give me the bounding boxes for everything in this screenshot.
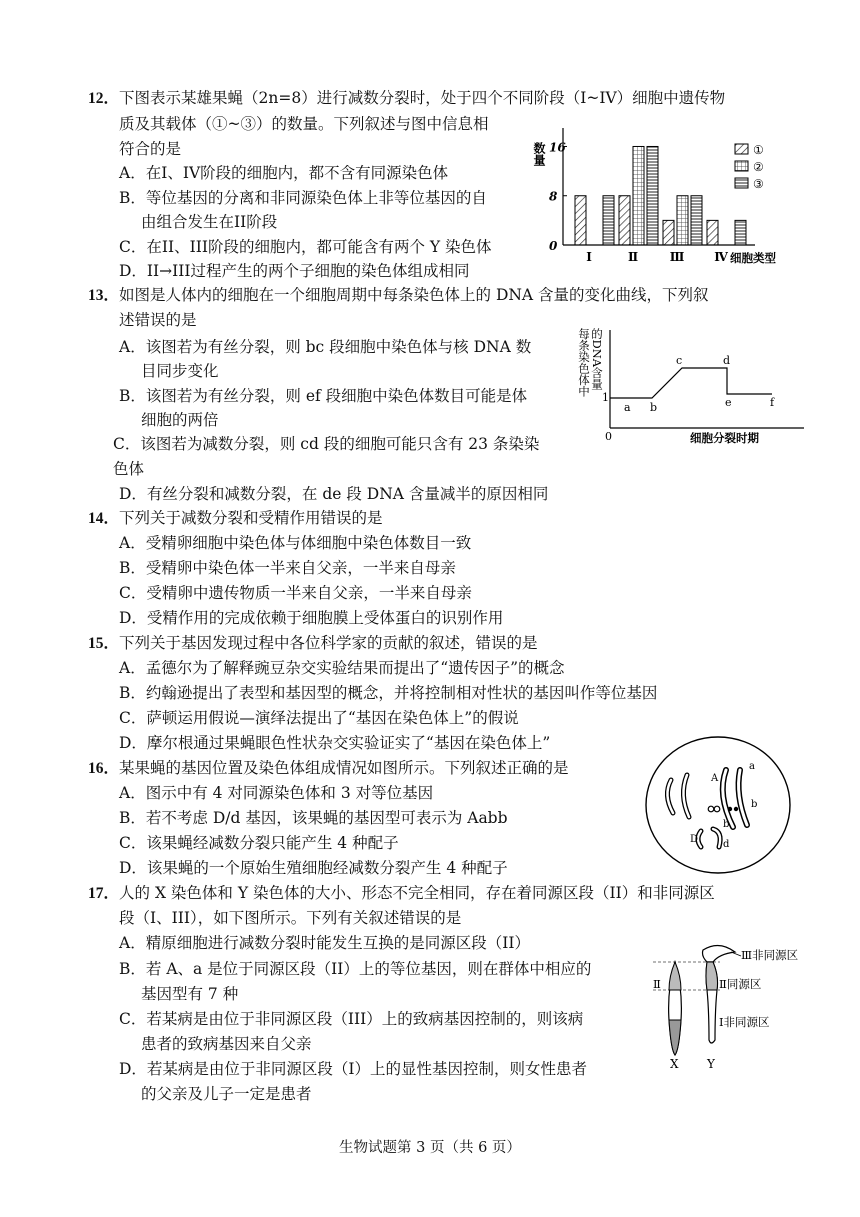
option-c-cont: 色体	[113, 460, 145, 478]
question-stem: 段（I、III），如下图所示。下列有关叙述错误的是	[119, 909, 462, 927]
option-b-cont: 细胞的两倍	[141, 411, 219, 429]
y-tick-label: 0	[549, 239, 558, 253]
option-c-cont: 患者的致病基因来自父亲	[141, 1035, 312, 1053]
region-i-label: Ⅰ非同源区	[719, 1015, 770, 1029]
gene-A: A	[711, 773, 719, 784]
origin-label: 0	[605, 430, 612, 443]
x-tick-label: Ⅰ	[586, 250, 592, 264]
option-d: D．该果蝇的一个原始生殖细胞经减数分裂产生 4 种配子	[119, 859, 508, 877]
option-b: B．若 A、a 是位于同源区段（II）上的等位基因，则在群体中相应的	[119, 960, 592, 978]
option-c: C．该果蝇经减数分裂只能产生 4 种配子	[119, 834, 399, 852]
y-tick-1: 1	[602, 391, 609, 404]
question-number: 16．	[88, 760, 120, 777]
question-stem: 述错误的是	[119, 311, 197, 329]
option-d: D．受精作用的完成依赖于细胞膜上受体蛋白的识别作用	[119, 609, 504, 627]
bar-1	[619, 196, 630, 245]
x-axis-label: 细胞类型	[730, 251, 776, 265]
bar-1	[707, 220, 718, 245]
legend-label: ①	[753, 143, 764, 157]
bar-2	[633, 146, 644, 245]
option-b: B．约翰逊提出了表型和基因型的概念，并将控制相对性状的基因叫作等位基因	[119, 684, 658, 702]
legend-label: ③	[753, 177, 764, 191]
question-stem: 符合的是	[119, 140, 182, 158]
point-c: c	[676, 354, 683, 367]
option-b-cont: 基因型有 7 种	[141, 985, 239, 1003]
option-d-cont: 的父亲及儿子一定是患者	[141, 1085, 312, 1103]
option-b: B．受精卵中染色体一半来自父亲，一半来自母亲	[119, 559, 456, 577]
option-b: B．该图若为有丝分裂，则 ef 段细胞中染色体数目可能是体	[119, 387, 528, 405]
option-b-cont: 由组合发生在II阶段	[141, 213, 278, 231]
y-chromosome-top	[703, 945, 736, 962]
region-iii-label: Ⅲ非同源区	[741, 948, 799, 962]
y-tick-label: 16	[549, 140, 566, 155]
option-a: A．精原细胞进行减数分裂时能发生互换的是同源区段（II）	[119, 934, 530, 952]
bar-3	[647, 146, 658, 245]
legend-swatch	[735, 161, 748, 171]
point-e: e	[725, 396, 732, 409]
point-f: f	[770, 396, 775, 409]
y-label: Y	[707, 1057, 715, 1070]
option-b: B．若不考虑 D/d 基因，该果蝇的基因型可表示为 Aabb	[119, 809, 508, 827]
option-c: C．受精卵中遗传物质一半来自父亲，一半来自母亲	[119, 584, 472, 602]
y-axis-label: 数量	[532, 142, 546, 166]
chromosome-cell-diagram	[643, 735, 793, 875]
option-c: C．该图若为减数分裂，则 cd 段的细胞可能只含有 23 条染染	[113, 435, 540, 453]
question-number: 12．	[88, 90, 120, 107]
option-c: C．在II、III阶段的细胞内，都可能含有两个 Y 染色体	[119, 238, 492, 256]
bar-1	[663, 220, 674, 245]
question-stem: 下列关于减数分裂和受精作用错误的是	[119, 509, 383, 527]
option-a: A．该图若为有丝分裂，则 bc 段细胞中染色体与核 DNA 数	[119, 338, 532, 356]
bar-3	[603, 196, 614, 245]
x-label: X	[670, 1057, 679, 1070]
option-c: C．萨顿运用假说—演绎法提出了“基因在染色体上”的假说	[119, 709, 519, 727]
question-stem: 质及其载体（①~③）的数量。下列叙述与图中信息相	[119, 115, 489, 133]
option-a: A．受精卵细胞中染色体与体细胞中染色体数目一致	[119, 534, 472, 552]
x-tick-label: Ⅳ	[714, 250, 728, 264]
legend-swatch	[735, 144, 748, 154]
gene-D: D	[690, 834, 699, 845]
x-tick-label: Ⅲ	[669, 250, 685, 264]
x-axis-label: 细胞分裂时期	[690, 431, 759, 445]
bar-3	[691, 196, 702, 245]
gene-d: d	[723, 839, 730, 850]
option-b: B．等位基因的分离和非同源染色体上非等位基因的自	[119, 189, 487, 207]
question-number: 13．	[88, 287, 120, 304]
option-d: D．II→III过程产生的两个子细胞的染色体组成相同	[119, 262, 470, 280]
option-d: D．有丝分裂和减数分裂，在 de 段 DNA 含量减半的原因相同	[119, 485, 549, 503]
gene-a: a	[749, 761, 755, 772]
option-a: A．在I、IV阶段的细胞内，都不含有同源染色体	[119, 164, 449, 182]
legend-label: ②	[753, 160, 764, 174]
gene-b: b	[751, 799, 758, 810]
option-d: D．若某病是由位于非同源区段（I）上的显性基因控制，则女性患者	[119, 1060, 588, 1078]
bar-chart	[525, 122, 815, 267]
question-stem: 人的 X 染色体和 Y 染色体的大小、形态不完全相同，存在着同源区段（II）和非同源区	[119, 884, 715, 902]
question-number: 15．	[88, 635, 120, 652]
option-a: A．孟德尔为了解释豌豆杂交实验结果而提出了“遗传因子”的概念	[119, 659, 565, 677]
xy-chromosome-diagram	[645, 940, 815, 1070]
option-c: C．若某病是由位于非同源区段（III）上的致病基因控制的，则该病	[119, 1010, 584, 1028]
region-ii-left-label: Ⅱ	[653, 977, 661, 991]
dna-curve	[610, 368, 772, 398]
question-stem: 下图表示某雄果蝇（2n=8）进行减数分裂时，处于四个不同阶段（I~IV）细胞中遗传物	[119, 89, 726, 107]
question-stem: 如图是人体内的细胞在一个细胞周期中每条染色体上的 DNA 含量的变化曲线，下列叙	[119, 286, 709, 304]
legend-swatch	[735, 178, 748, 188]
question-number: 14．	[88, 510, 120, 527]
y-axis-label: 每条染色体中	[577, 328, 591, 397]
region-ii-label: Ⅱ同源区	[719, 977, 762, 991]
bar-3	[735, 220, 746, 245]
question-stem: 某果蝇的基因位置及染色体组成情况如图所示。下列叙述正确的是	[119, 759, 569, 777]
bar-1	[575, 196, 586, 245]
question-stem: 下列关于基因发现过程中各位科学家的贡献的叙述，错误的是	[119, 634, 538, 652]
point-a: a	[624, 401, 631, 414]
y-tick-label: 8	[549, 189, 558, 204]
gene-b: b	[723, 819, 730, 830]
y-axis-label: 的DNA含量	[590, 328, 604, 391]
question-number: 17．	[88, 885, 120, 902]
dna-content-graph	[572, 322, 812, 452]
option-a: A．图示中有 4 对同源染色体和 3 对等位基因	[119, 784, 434, 802]
bar-2	[677, 196, 688, 245]
x-tick-label: Ⅱ	[627, 250, 639, 264]
option-d: D．摩尔根通过果蝇眼色性状杂交实验证实了“基因在染色体上”	[119, 734, 551, 752]
point-b: b	[650, 401, 658, 414]
point-d: d	[723, 354, 731, 367]
page-footer: 生物试题第 3 页（共 6 页）	[339, 1140, 521, 1156]
option-a-cont: 目同步变化	[141, 362, 219, 380]
